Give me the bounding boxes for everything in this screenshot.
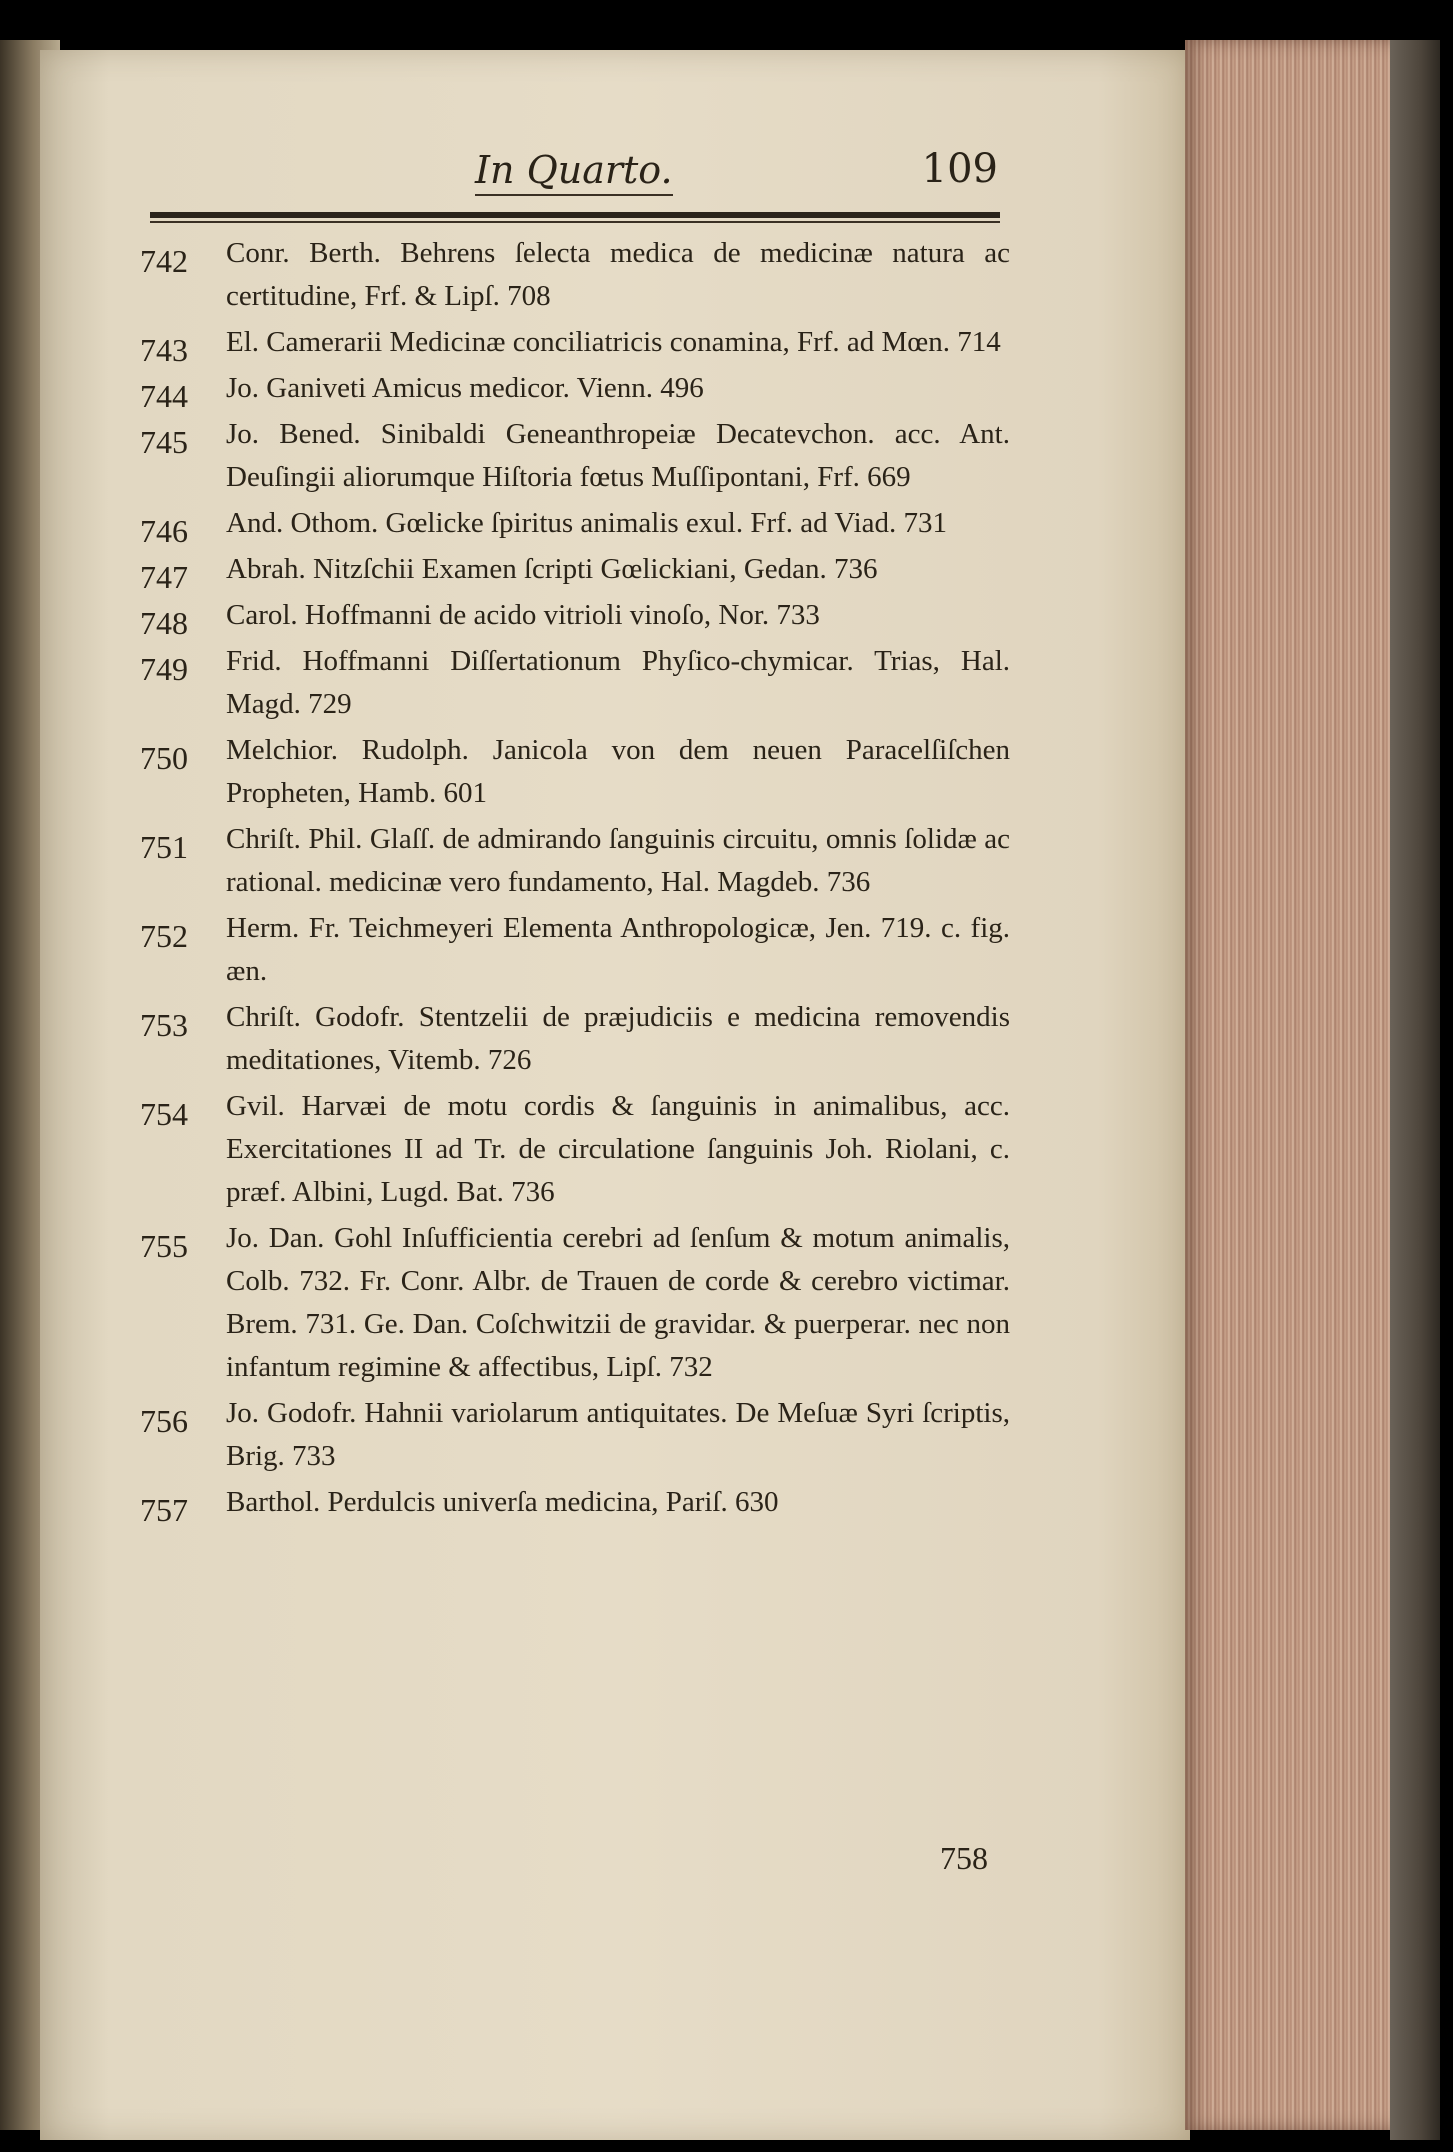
entry-number: 757 [140,1492,188,1528]
entry-text: And. Othom. Gœlicke ſpiritus animalis exul. Frf. ad Viad. 731 [226,507,948,539]
entry-text: Chriſt. Godofr. Stentzelii de præjudiciis e medicina removendis meditationes, Vitemb. 726 [226,1001,1010,1076]
entry-text: Abrah. Nitzſchii Examen ſcripti Gœlickiani, Gedan. 736 [226,553,878,585]
entry-text: Conr. Berth. Behrens ſelecta medica de medicinæ natura ac certitudine, Frf. & Lipſ. 708 [226,237,1010,312]
catalog-entry [140,1217,1010,1389]
entry-number: 750 [140,740,188,776]
entry-text: Gvil. Harvæi de motu cordis & ſanguinis in animalibus, acc. Exercitationes II ad Tr. de circulatione ſanguinis Joh. Riolani, c. præf. Albini, Lugd. Bat. 736 [226,1090,1010,1208]
entry-number: 743 [140,332,188,368]
running-title: In Quarto. [475,148,673,196]
catalog-entry [140,729,1010,815]
catalog-entry [140,367,1010,414]
catalog-entry [140,594,1010,641]
catalog-entry [140,232,1010,318]
entry-text: El. Camerarii Medicinæ conciliatricis conamina, Frf. ad Mœn. 714 [226,326,1001,358]
entry-text: Frid. Hoffmanni Diſſertationum Phyſico-chymicar. Trias, Hal. Magd. 729 [226,645,1010,720]
catalog-entry [140,818,1010,904]
page-number: 109 [921,146,998,192]
entry-number: 756 [140,1403,188,1439]
entry-number: 752 [140,918,188,954]
entry-text: Carol. Hoffmanni de acido vitrioli vinoſo, Nor. 733 [226,599,820,631]
catalog-entry [140,640,1010,726]
page-header [140,140,1010,210]
catalog-entry [140,502,1010,549]
catchword: 758 [940,1840,988,1876]
catalog-entry [140,996,1010,1082]
book-cover [1390,40,1440,2140]
entry-text: Barthol. Perdulcis univerſa medicina, Pariſ. 630 [226,1486,779,1518]
catalog-entry [140,321,1010,368]
catalog-entries [140,232,1010,1527]
entry-number: 744 [140,378,188,414]
catalog-entry [140,907,1010,993]
catalog-entry [140,413,1010,499]
catalog-entry [140,1481,1010,1528]
entry-text: Jo. Godofr. Hahnii variolarum antiquitates. De Meſuæ Syri ſcriptis, Brig. 733 [226,1397,1010,1472]
entry-number: 748 [140,605,188,641]
entry-number: 749 [140,651,188,687]
text-block-edges [1185,40,1400,2130]
catalog-entry [140,548,1010,595]
entry-text: Herm. Fr. Teichmeyeri Elementa Anthropologicæ, Jen. 719. c. fig. æn. [226,912,1010,987]
entry-number: 746 [140,513,188,549]
entry-number: 747 [140,559,188,595]
entry-number: 745 [140,424,188,460]
header-rule [150,212,1000,218]
entry-text: Jo. Bened. Sinibaldi Geneanthropeiæ Decatevchon. acc. Ant. Deuſingii aliorumque Hiſtoria fœtus Muſſipontani, Frf. 669 [226,418,1010,493]
entry-number: 755 [140,1228,188,1264]
catalog-entry [140,1392,1010,1478]
entry-text: Chriſt. Phil. Glaſſ. de admirando ſanguinis circuitu, omnis ſolidæ ac rational. medicinæ vero fundamento, Hal. Magdeb. 736 [226,823,1010,898]
entry-text: Melchior. Rudolph. Janicola von dem neuen Paracelſiſchen Propheten, Hamb. 601 [226,734,1010,809]
entry-text: Jo. Dan. Gohl Inſufficientia cerebri ad ſenſum & motum animalis, Colb. 732. Fr. Conr. Albr. de Trauen de corde & cerebro victimar. Brem. 731. Ge. Dan. Coſchwitzii de gravidar. & puerperar. nec non infantum regimine & affectibus, Lipſ. 732 [226,1222,1010,1383]
entry-number: 742 [140,243,188,279]
entry-number: 751 [140,829,188,865]
catalog-entry [140,1085,1010,1214]
entry-number: 753 [140,1007,188,1043]
entry-text: Jo. Ganiveti Amicus medicor. Vienn. 496 [226,372,704,404]
entry-number: 754 [140,1096,188,1132]
